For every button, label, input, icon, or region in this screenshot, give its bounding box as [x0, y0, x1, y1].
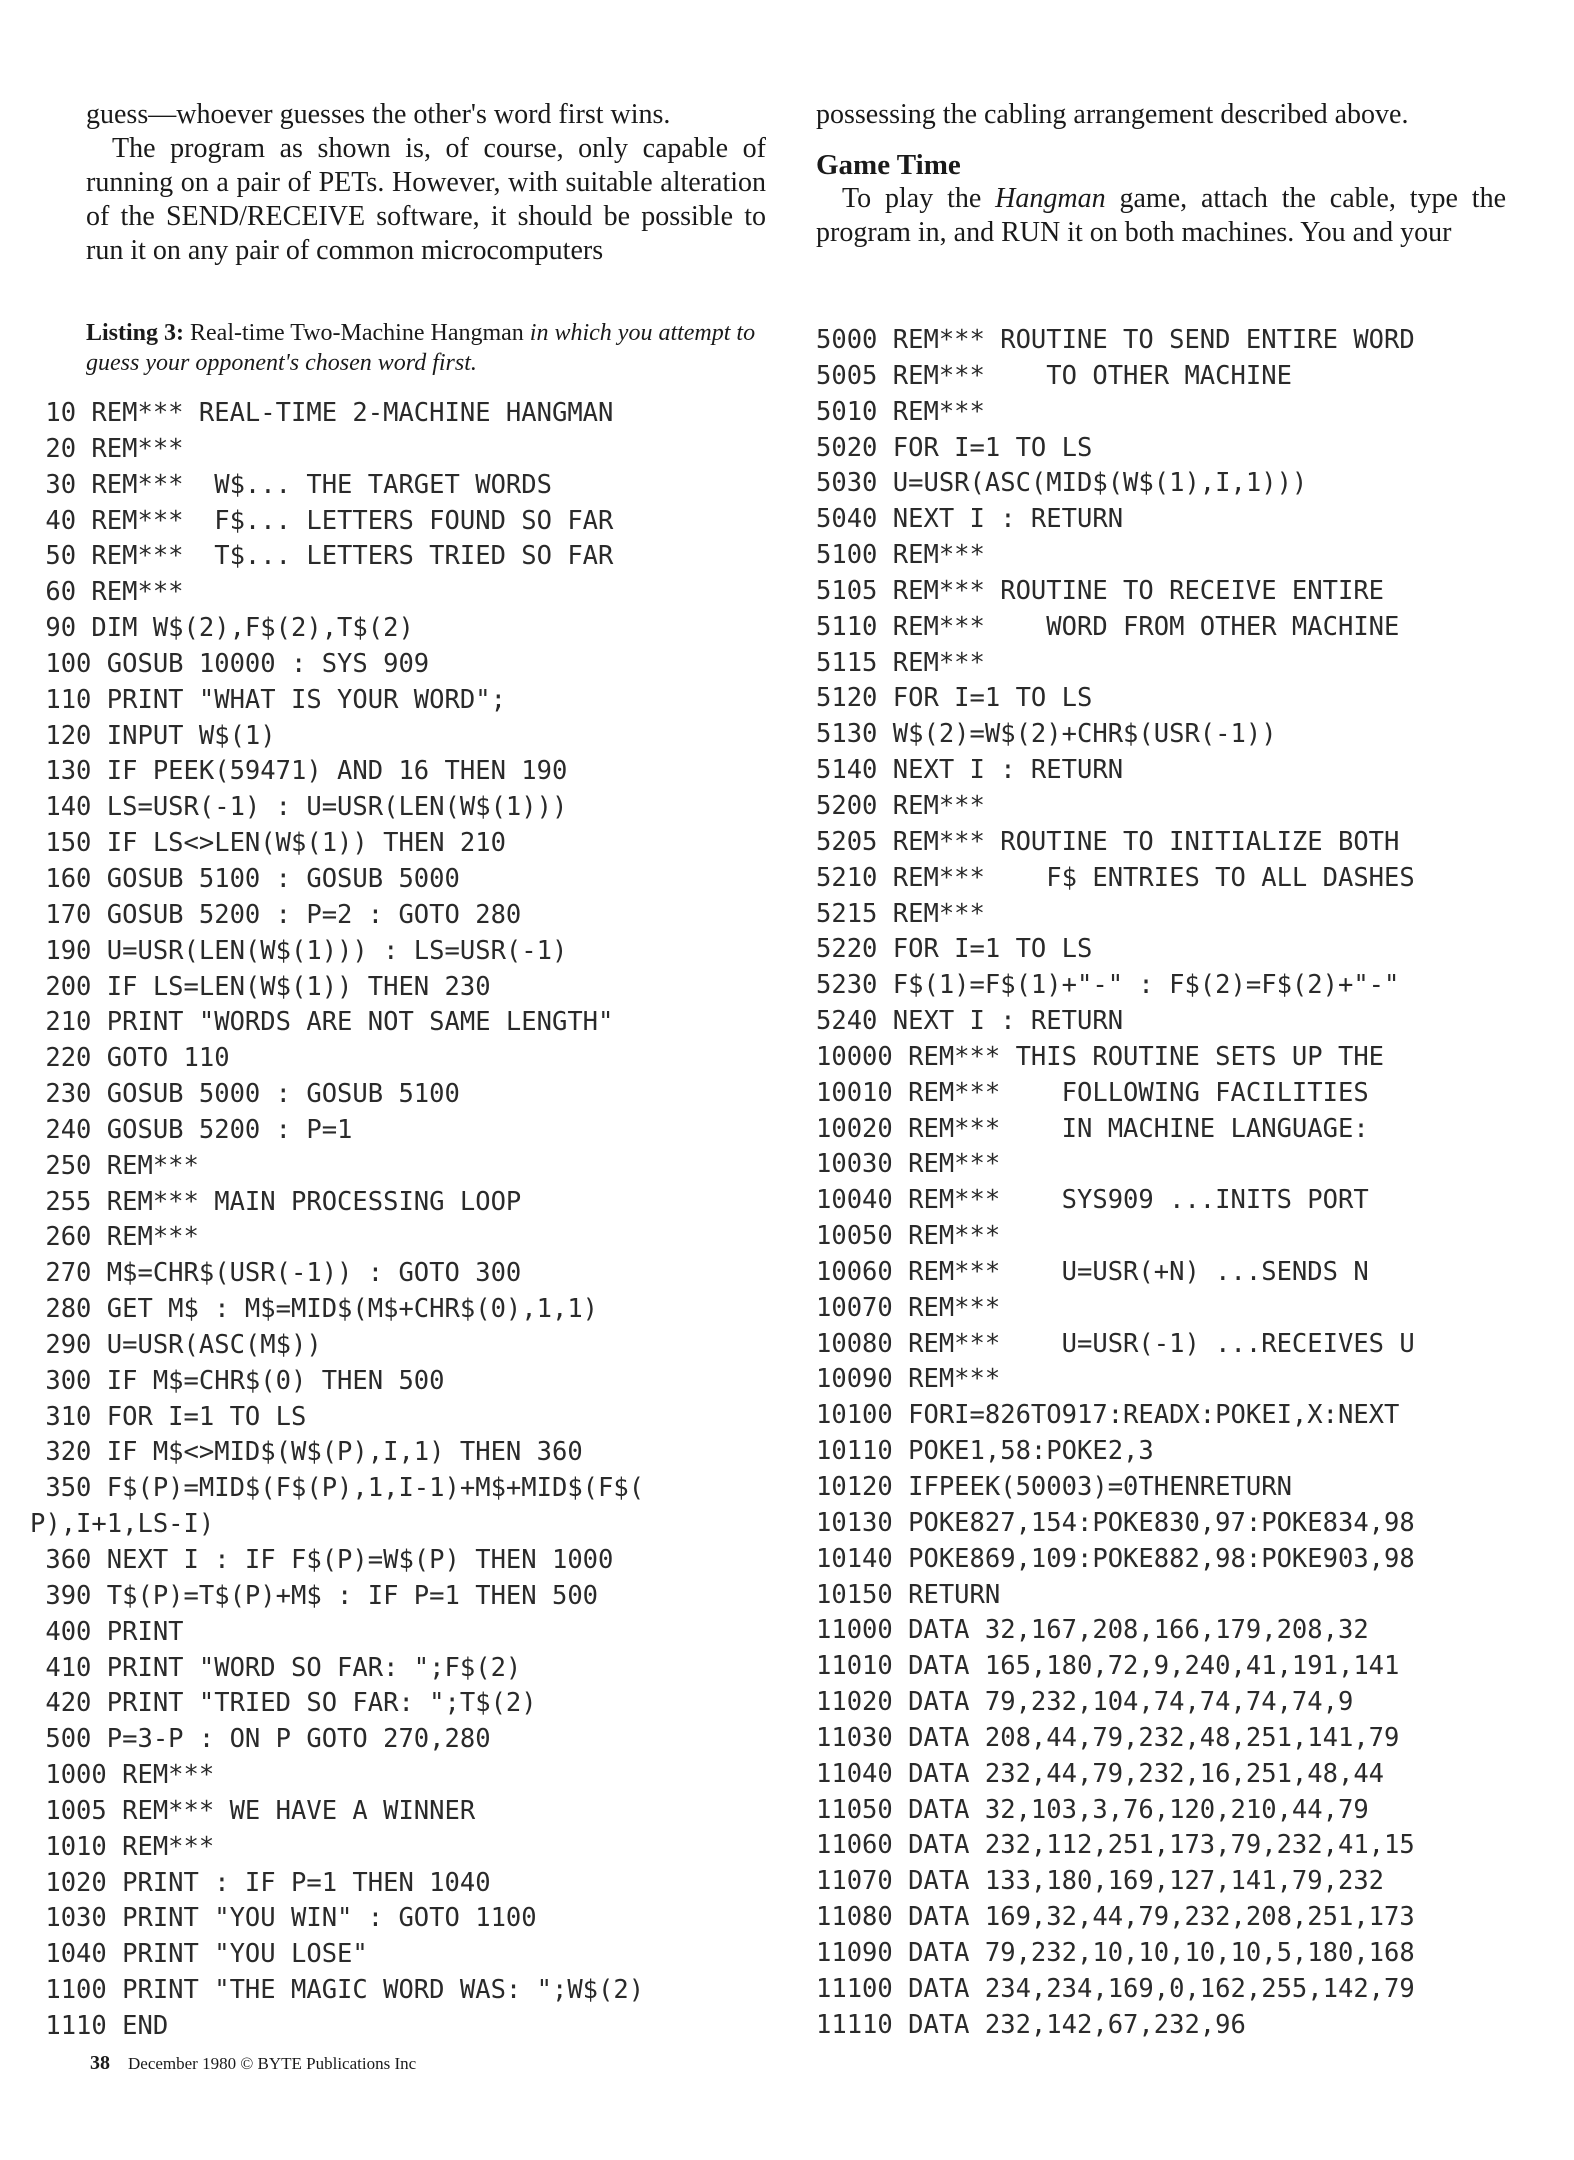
code-line: 10010 REM*** FOLLOWING FACILITIES — [816, 1077, 1369, 1108]
code-line: 190 U=USR(LEN(W$(1))) : LS=USR(-1) — [30, 935, 568, 966]
code-line: 310 FOR I=1 TO LS — [30, 1401, 307, 1432]
listing-label: Listing 3: — [86, 320, 185, 346]
code-line: 30 REM*** W$... THE TARGET WORDS — [30, 469, 552, 500]
code-line: 10080 REM*** U=USR(-1) ...RECEIVES U — [816, 1328, 1415, 1359]
code-line: 10030 REM*** — [816, 1149, 1001, 1180]
listing-title: Real-time Two-Machine Hangman — [184, 320, 530, 346]
code-line: 110 PRINT "WHAT IS YOUR WORD"; — [30, 684, 506, 715]
code-line: 1005 REM*** WE HAVE A WINNER — [30, 1795, 476, 1826]
code-line: 390 T$(P)=T$(P)+M$ : IF P=1 THEN 500 — [30, 1580, 599, 1611]
intro-right-paragraph-2 — [816, 182, 1506, 250]
listing-description: in which you attempt to guess your opponent's chosen word first. — [86, 320, 756, 376]
code-line: 11000 DATA 32,167,208,166,179,208,32 — [816, 1615, 1369, 1646]
intro-left-column — [86, 98, 766, 268]
code-line: 1000 REM*** — [30, 1760, 215, 1791]
code-line: 10 REM*** REAL-TIME 2-MACHINE HANGMAN — [30, 398, 614, 428]
code-line: 10140 POKE869,109:POKE882,98:POKE903,98 — [816, 1543, 1415, 1574]
code-line: 5040 NEXT I : RETURN — [816, 504, 1124, 535]
code-line: 5140 NEXT I : RETURN — [816, 755, 1124, 786]
code-line: 5220 FOR I=1 TO LS — [816, 934, 1093, 965]
code-line: 5030 U=USR(ASC(MID$(W$(1),I,1))) — [816, 468, 1308, 499]
code-line: 500 P=3-P : ON P GOTO 270,280 — [30, 1724, 491, 1755]
code-line: 290 U=USR(ASC(M$)) — [30, 1329, 322, 1360]
intro-right-column — [816, 98, 1506, 250]
code-line: 1100 PRINT "THE MAGIC WORD WAS: ";W$(2) — [30, 1975, 645, 2006]
code-line: 10120 IFPEEK(50003)=0THENRETURN — [816, 1472, 1292, 1502]
code-line: 160 GOSUB 5100 : GOSUB 5000 — [30, 863, 460, 894]
footer-credit: December 1980 © BYTE Publications Inc — [128, 2054, 417, 2073]
code-line: 10070 REM*** — [816, 1292, 1001, 1323]
listing-caption — [86, 318, 776, 378]
code-line: 10020 REM*** IN MACHINE LANGUAGE: — [816, 1113, 1369, 1144]
code-line: 11100 DATA 234,234,169,0,162,255,142,79 — [816, 1973, 1415, 2004]
code-line: 5215 REM*** — [816, 898, 985, 929]
intro-right-paragraph-1: possessing the cabling arrangement described above. — [816, 99, 1409, 130]
code-line: 410 PRINT "WORD SO FAR: ";F$(2) — [30, 1652, 522, 1683]
code-line: 11070 DATA 133,180,169,127,141,79,232 — [816, 1866, 1385, 1897]
code-line: 140 LS=USR(-1) : U=USR(LEN(W$(1))) — [30, 792, 568, 823]
code-line: 90 DIM W$(2),F$(2),T$(2) — [30, 613, 414, 644]
code-line: 11010 DATA 165,180,72,9,240,41,191,141 — [816, 1651, 1400, 1682]
code-line: 230 GOSUB 5000 : GOSUB 5100 — [30, 1079, 460, 1110]
code-line: 11060 DATA 232,112,251,173,79,232,41,15 — [816, 1830, 1415, 1861]
code-line: 300 IF M$=CHR$(0) THEN 500 — [30, 1365, 445, 1396]
code-line: 11040 DATA 232,44,79,232,16,251,48,44 — [816, 1758, 1385, 1789]
code-line: 10000 REM*** THIS ROUTINE SETS UP THE — [816, 1041, 1385, 1072]
code-line: 11080 DATA 169,32,44,79,232,208,251,173 — [816, 1902, 1415, 1933]
code-line: 5210 REM*** F$ ENTRIES TO ALL DASHES — [816, 862, 1415, 893]
code-line: 10090 REM*** — [816, 1364, 1001, 1395]
code-line: 5230 F$(1)=F$(1)+"-" : F$(2)=F$(2)+"-" — [816, 970, 1400, 1001]
code-line: 11050 DATA 32,103,3,76,120,210,44,79 — [816, 1794, 1369, 1825]
code-line: 320 IF M$<>MID$(W$(P),I,1) THEN 360 — [30, 1437, 583, 1468]
code-line: 5110 REM*** WORD FROM OTHER MACHINE — [816, 611, 1400, 642]
intro-paragraph-2: The program as shown is, of course, only capable of running on a pair of PETs. However, with suitable alteration of the SEND/RECEIVE software, it should be possible to run it on any pair of common microcomputers — [86, 133, 766, 266]
intro-paragraph-1: guess—whoever guesses the other's word first wins. — [86, 99, 671, 130]
code-listing-left — [30, 396, 644, 2045]
code-line: 240 GOSUB 5200 : P=1 — [30, 1114, 353, 1145]
code-line: 170 GOSUB 5200 : P=2 : GOTO 280 — [30, 899, 522, 930]
code-line: 255 REM*** MAIN PROCESSING LOOP — [30, 1186, 522, 1217]
code-line: 10040 REM*** SYS909 ...INITS PORT — [816, 1185, 1369, 1216]
code-line: 5005 REM*** TO OTHER MACHINE — [816, 360, 1292, 391]
code-line: 20 REM*** — [30, 433, 184, 464]
code-line: 10100 FORI=826TO917:READX:POKEI,X:NEXT — [816, 1400, 1400, 1431]
code-line: 10150 RETURN — [816, 1579, 1001, 1610]
code-line: 5200 REM*** — [816, 790, 985, 821]
code-line: 120 INPUT W$(1) — [30, 720, 276, 751]
code-line: 5000 REM*** ROUTINE TO SEND ENTIRE WORD — [816, 325, 1415, 355]
page-number: 38 — [90, 2052, 110, 2074]
code-line: 5010 REM*** — [816, 396, 985, 427]
code-line: 150 IF LS<>LEN(W$(1)) THEN 210 — [30, 828, 506, 859]
code-line: 1110 END — [30, 2010, 169, 2041]
code-line: 220 GOTO 110 — [30, 1043, 230, 1074]
text-segment: game, attach the cable, type the program in, and RUN it on both machines. You and your — [816, 183, 1506, 248]
code-line: 1040 PRINT "YOU LOSE" — [30, 1939, 368, 1970]
code-line: 360 NEXT I : IF F$(P)=W$(P) THEN 1000 — [30, 1545, 614, 1575]
code-line: 260 REM*** — [30, 1222, 199, 1253]
code-line: 5100 REM*** — [816, 540, 985, 571]
code-line: 280 GET M$ : M$=MID$(M$+CHR$(0),1,1) — [30, 1294, 599, 1325]
code-line: 420 PRINT "TRIED SO FAR: ";T$(2) — [30, 1688, 537, 1719]
code-line: 200 IF LS=LEN(W$(1)) THEN 230 — [30, 971, 491, 1002]
page-footer — [90, 2052, 416, 2075]
section-heading: Game Time — [816, 149, 961, 181]
code-line: 270 M$=CHR$(USR(-1)) : GOTO 300 — [30, 1258, 522, 1289]
code-line: 5130 W$(2)=W$(2)+CHR$(USR(-1)) — [816, 719, 1277, 750]
code-line: 10060 REM*** U=USR(+N) ...SENDS N — [816, 1256, 1369, 1287]
code-line: 5240 NEXT I : RETURN — [816, 1006, 1124, 1037]
code-line: 10050 REM*** — [816, 1221, 1001, 1252]
code-line: 250 REM*** — [30, 1150, 199, 1181]
code-line: 1020 PRINT : IF P=1 THEN 1040 — [30, 1867, 491, 1898]
code-line: 50 REM*** T$... LETTERS TRIED SO FAR — [30, 541, 614, 572]
code-line: 60 REM*** — [30, 577, 184, 608]
code-line: 5020 FOR I=1 TO LS — [816, 432, 1093, 463]
code-line: 1010 REM*** — [30, 1831, 215, 1862]
code-line: 5115 REM*** — [816, 647, 985, 678]
code-line: P),I+1,LS-I) — [30, 1509, 215, 1540]
code-line: 10130 POKE827,154:POKE830,97:POKE834,98 — [816, 1507, 1415, 1538]
code-line: 40 REM*** F$... LETTERS FOUND SO FAR — [30, 505, 614, 536]
game-name: Hangman — [995, 183, 1106, 214]
code-line: 11030 DATA 208,44,79,232,48,251,141,79 — [816, 1722, 1400, 1753]
code-line: 11090 DATA 79,232,10,10,10,10,5,180,168 — [816, 1937, 1415, 1968]
code-line: 400 PRINT — [30, 1616, 184, 1647]
code-line: 10110 POKE1,58:POKE2,3 — [816, 1436, 1154, 1467]
code-line: 11020 DATA 79,232,104,74,74,74,74,9 — [816, 1687, 1354, 1718]
code-listing-right — [816, 323, 1415, 2044]
code-line: 1030 PRINT "YOU WIN" : GOTO 1100 — [30, 1903, 537, 1934]
code-line: 210 PRINT "WORDS ARE NOT SAME LENGTH" — [30, 1007, 614, 1038]
code-line: 350 F$(P)=MID$(F$(P),1,I-1)+M$+MID$(F$( — [30, 1473, 645, 1504]
code-line: 5105 REM*** ROUTINE TO RECEIVE ENTIRE — [816, 575, 1385, 606]
code-line: 130 IF PEEK(59471) AND 16 THEN 190 — [30, 756, 568, 787]
code-line: 5120 FOR I=1 TO LS — [816, 683, 1093, 714]
code-line: 11110 DATA 232,142,67,232,96 — [816, 2009, 1246, 2040]
text-segment: To play the — [842, 183, 996, 214]
code-line: 100 GOSUB 10000 : SYS 909 — [30, 648, 430, 679]
code-line: 5205 REM*** ROUTINE TO INITIALIZE BOTH — [816, 826, 1400, 857]
